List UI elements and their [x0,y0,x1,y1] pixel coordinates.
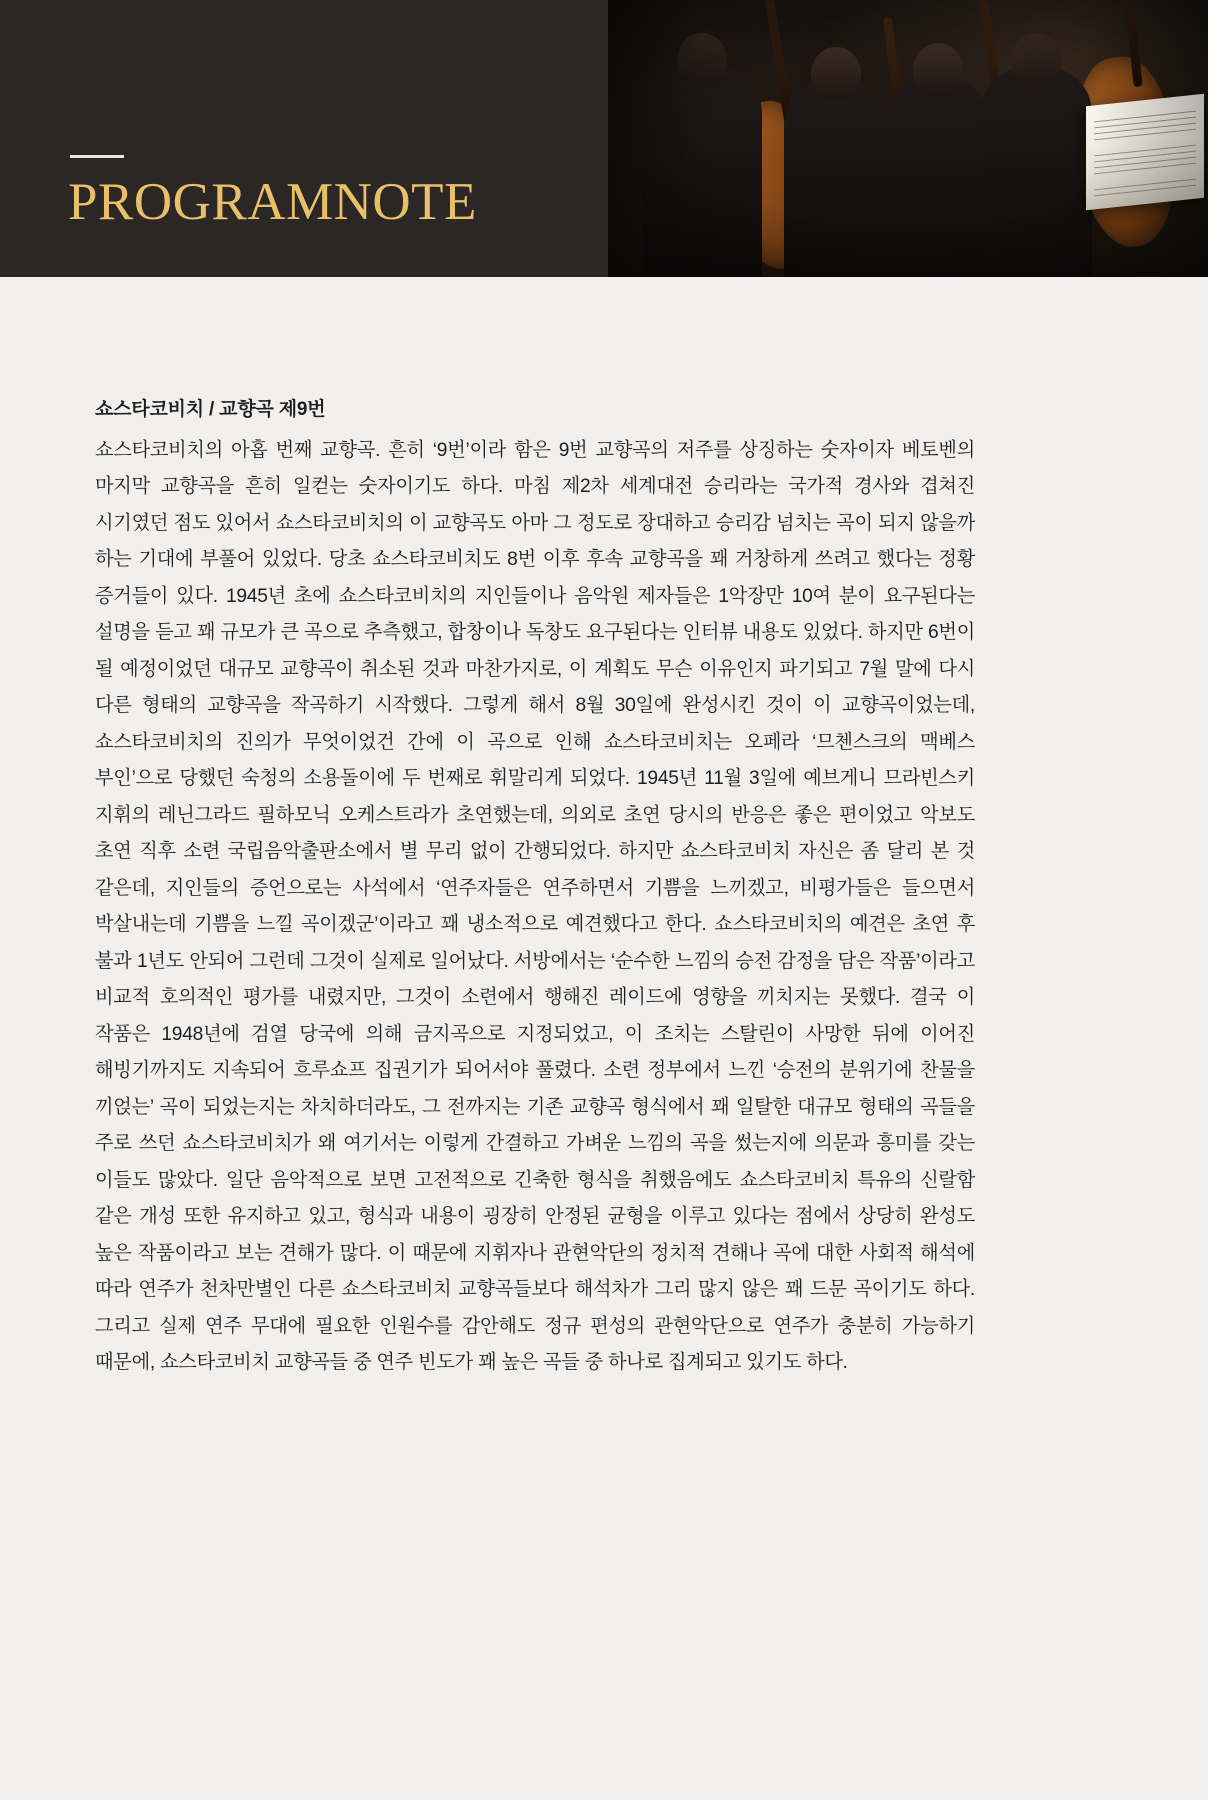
photo-vignette [608,0,1208,277]
article-body-text: 쇼스타코비치의 아홉 번째 교향곡. 흔히 ‘9번’이라 함은 9번 교향곡의 저주를 상징하는 숫자이자 베토벤의 마지막 교향곡을 흔히 일컫는 숫자이기도 하다. 마침 제2차 세계대전 승리라는 국가적 경사와 겹쳐진 시기였던 점도 있어서 쇼스타코비치의 이 교향곡도 아마 그 정도로 장대하고 승리감 넘치는 곡이 되지 않을까 하는 기대에 부풀어 있었다. 당초 쇼스타코비치도 8번 이후 후속 교향곡을 꽤 거창하게 쓰려고 했다는 정황 증거들이 있다. 1945년 초에 쇼스타코비치의 지인들이나 음악원 제자들은 1악장만 10여 분이 요구된다는 설명을 듣고 꽤 규모가 큰 곡으로 추측했고, 합창이나 독창도 요구된다는 인터뷰 내용도 있었다. 하지만 6번이 될 예정이었던 대규모 교향곡이 취소된 것과 마찬가지로, 이 계획도 무슨 이유인지 파기되고 7월 말에 다시 다른 형태의 교향곡을 작곡하기 시작했다. 그렇게 해서 8월 30일에 완성시킨 것이 이 교향곡이었는데, 쇼스타코비치의 진의가 무엇이었건 간에 이 곡으로 인해 쇼스타코비치는 오페라 ‘므첸스크의 맥베스 부인’으로 당했던 숙청의 소용돌이에 두 번째로 휘말리게 되었다. 1945년 11월 3일에 예브게니 므라빈스키 지휘의 레닌그라드 필하모닉 오케스트라가 초연했는데, 의외로 초연 당시의 반응은 좋은 편이었고 악보도 초연 직후 소련 국립음악출판소에서 별 무리 없이 간행되었다. 하지만 쇼스타코비치 자신은 좀 달리 본 것 같은데, 지인들의 증언으로는 사석에서 ‘연주자들은 연주하면서 기쁨을 느끼겠고, 비평가들은 들으면서 박살내는데 기쁨을 느낄 곡이겠군’이라고 꽤 냉소적으로 예견했다고 한다. 쇼스타코비치의 예견은 초연 후 불과 1년도 안되어 그런데 그것이 실제로 일어났다. 서방에서는 ‘순수한 느낌의 승전 감정을 담은 작품’이라고 비교적 호의적인 평가를 내렸지만, 그것이 소련에서 행해진 레이드에 영향을 끼치지는 못했다. 결국 이 작품은 1948년에 검열 당국에 의해 금지곡으로 지정되었고, 이 조치는 스탈린이 사망한 뒤에 이어진 해빙기까지도 지속되어 흐루쇼프 집권기가 되어서야 풀렸다. 소련 정부에서 느낀 ‘승전의 분위기에 찬물을 끼얹는’ 곡이 되었는지는 차치하더라도, 그 전까지는 기존 교향곡 형식에서 꽤 일탈한 대규모 형태의 곡들을 주로 쓰던 쇼스타코비치가 왜 여기서는 이렇게 간결하고 가벼운 느낌의 곡을 썼는지에 의문과 흥미를 갖는 이들도 많았다. 일단 음악적으로 보면 고전적으로 긴축한 형식을 취했음에도 쇼스타코비치 특유의 신랄함 같은 개성 또한 유지하고 있고, 형식과 내용이 굉장히 안정된 균형을 이루고 있다는 점에서 상당히 완성도 높은 작품이라고 보는 견해가 많다. 이 때문에 지휘자나 관현악단의 정치적 견해나 곡에 대한 사회적 해석에 따라 연주가 천차만별인 다른 쇼스타코비치 교향곡들보다 해석차가 그리 많지 않은 꽤 드문 곡이기도 하다. 그리고 실제 연주 무대에 필요한 인원수를 감안해도 정규 편성의 관현악단으로 연주가 충분히 가능하기 때문에, 쇼스타코비치 교향곡들 중 연주 빈도가 꽤 높은 곡들 중 하나로 집계되고 있기도 하다. [95,439,975,1373]
orchestra-photo [608,0,1208,277]
article-content [95,396,975,1382]
article-title: 쇼스타코비치 / 교향곡 제9번 [95,399,326,420]
header-title-panel [0,0,608,277]
page-header [0,0,1208,277]
page-title: PROGRAMNOTE [68,173,477,231]
title-divider-rule [70,155,124,158]
